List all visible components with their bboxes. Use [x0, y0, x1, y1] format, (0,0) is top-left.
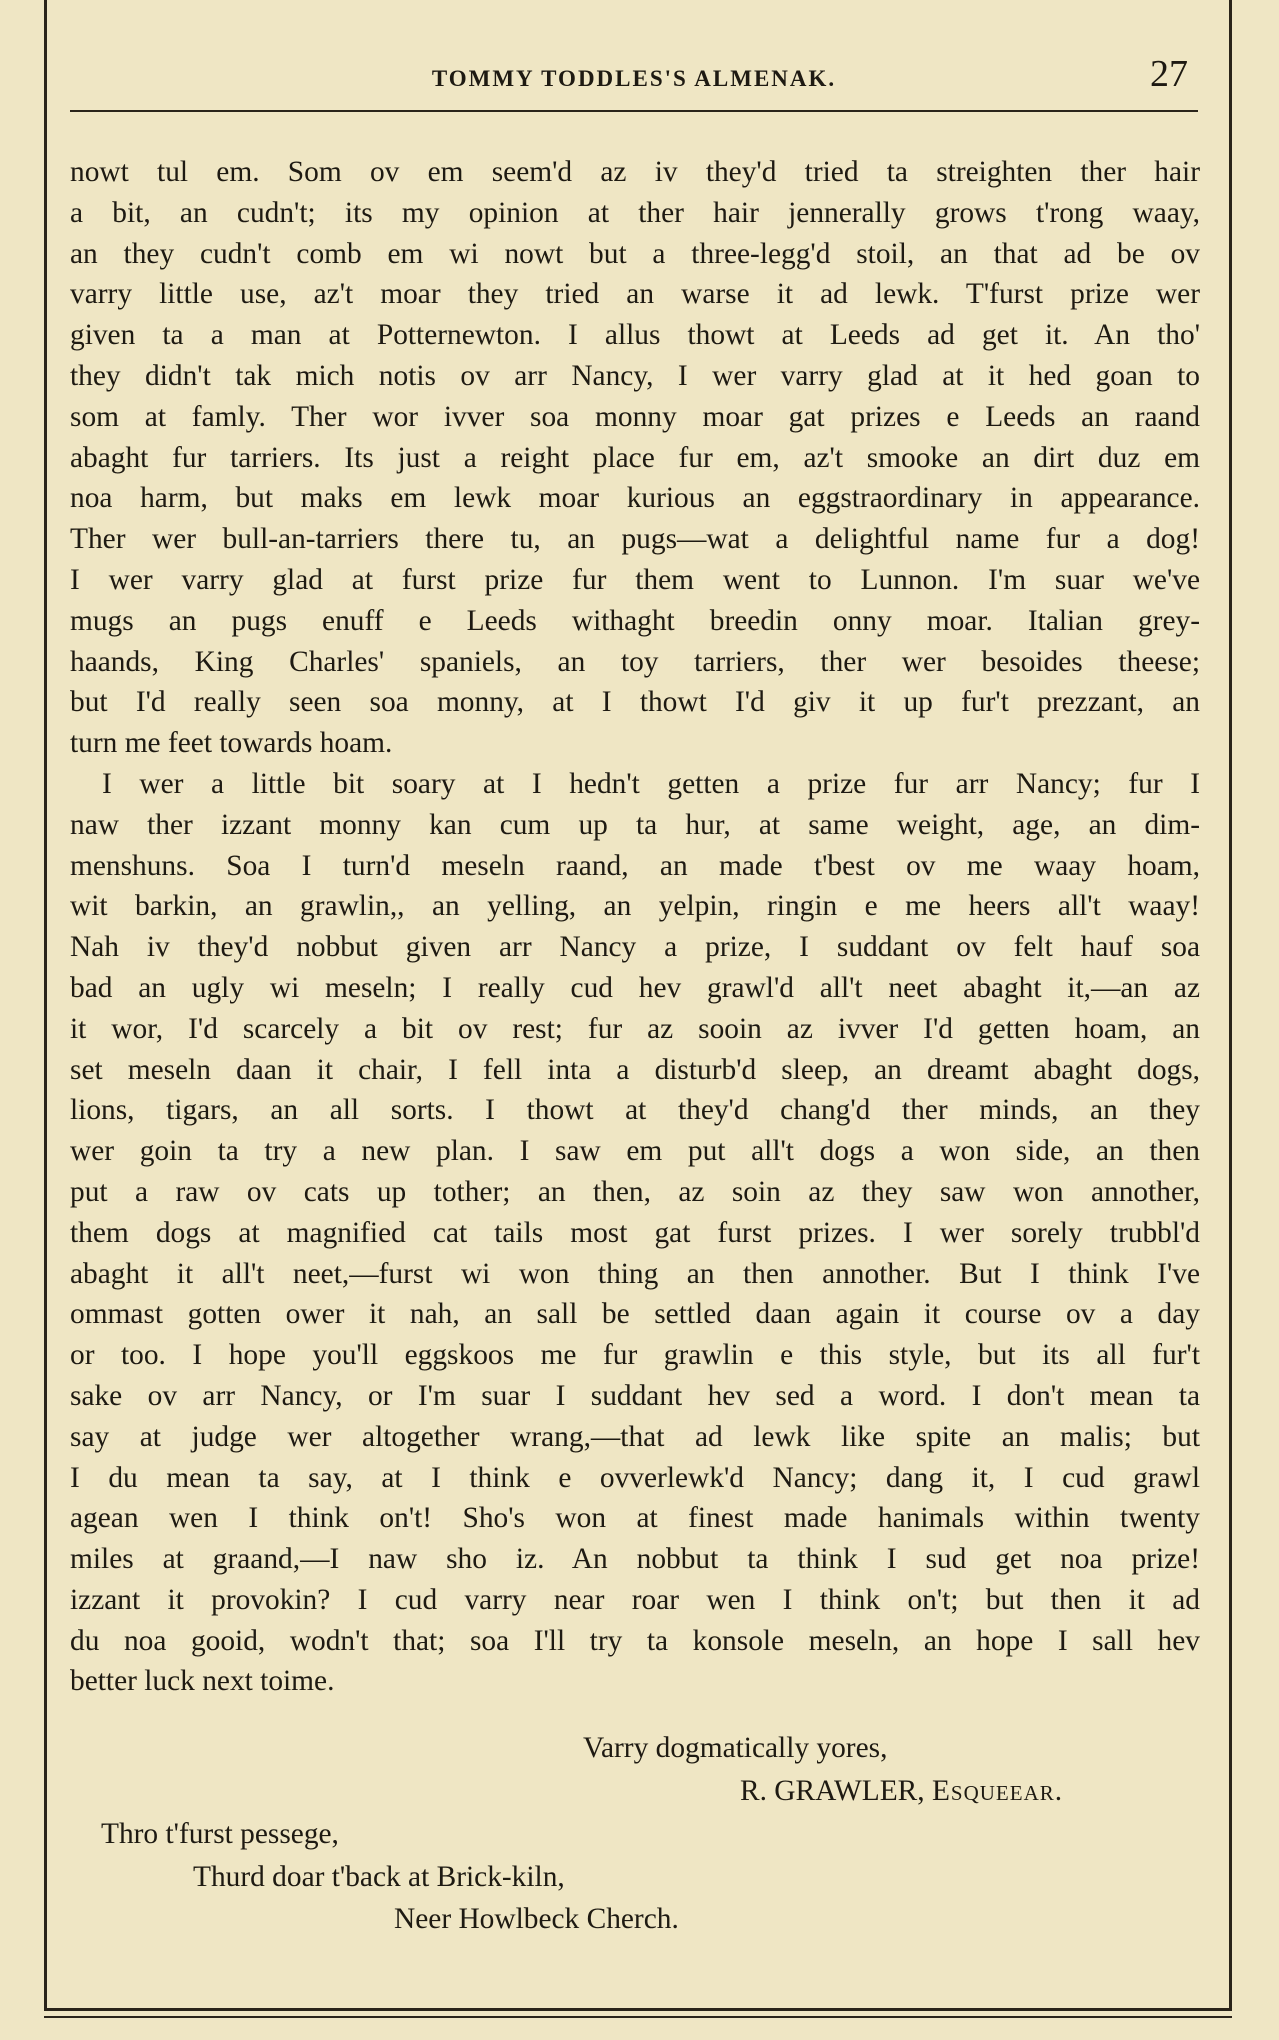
text-line: say at judge wer altogether wrang,—that ad lewk like spite an malis; but	[70, 1420, 1200, 1453]
bottom-rule	[44, 2008, 1232, 2011]
text-line: sake ov arr Nancy, or I'm suar I suddant hev sed a word. I don't mean ta	[70, 1379, 1200, 1412]
text-line: nowt tul em. Som ov em seem'd az iv they'd tried ta streighten ther hair	[70, 156, 1200, 188]
text-line: abaght it all't neet,—furst wi won thing an then annother. But I think I've	[70, 1257, 1200, 1290]
text-line: put a raw ov cats up tother; an then, az soin az they saw won annother,	[70, 1175, 1200, 1208]
text-line: wit barkin, an grawlin,, an yelling, an yelpin, ringin e me heers all't waay!	[70, 890, 1200, 923]
text-line: agean wen I think on't! Sho's won at finest made hanimals within twenty	[70, 1502, 1200, 1535]
page-number: 27	[1150, 53, 1188, 95]
text-line: abaght fur tarriers. Its just a reight place fur em, az't smooke an dirt duz em	[70, 441, 1200, 474]
text-line: set meseln daan it chair, I fell inta a disturb'd sleep, an dreamt abaght dogs,	[70, 1053, 1200, 1086]
text-line: naw ther izzant monny kan cum up ta hur, at same weight, age, an dim-	[70, 808, 1200, 841]
text-line: wer goin ta try a new plan. I saw em put all't dogs a won side, an then	[70, 1135, 1200, 1168]
signature	[740, 1775, 1063, 1808]
text-line: ommast gotten ower it nah, an sall be settled daan again it course ov a day	[70, 1298, 1200, 1331]
text-line: lions, tigars, an all sorts. I thowt at they'd chang'd ther minds, an they	[70, 1094, 1200, 1127]
body-text	[70, 152, 1200, 1702]
text-line: they didn't tak mich notis ov arr Nancy, I wer varry glad at it hed goan to	[70, 359, 1200, 392]
address-line-3: Neer Howlbeck Cherch.	[394, 1903, 679, 1935]
text-line: varry little use, az't moar they tried an warse it ad lewk. T'furst prize wer	[70, 278, 1200, 311]
text-line: izzant it provokin? I cud varry near roar wen I think on't; but then it ad	[70, 1583, 1200, 1616]
text-line: better luck next toime.	[70, 1665, 335, 1698]
text-line: menshuns. Soa I turn'd meseln raand, an made t'best ov me waay hoam,	[70, 849, 1200, 882]
address-line-1: Thro t'furst pessege,	[101, 1818, 339, 1850]
address-line-2: Thurd doar t'back at Brick-kiln,	[193, 1861, 565, 1893]
text-line: miles at graand,—I naw sho iz. An nobbut ta think I sud get noa prize!	[70, 1543, 1200, 1576]
signature-name: R. GRAWLER,	[740, 1775, 925, 1807]
text-line: I wer a little bit soary at I hedn't getten a prize fur arr Nancy; fur I	[102, 767, 1200, 800]
text-line: bad an ugly wi meseln; I really cud hev grawl'd all't neet abaght it,—an az	[70, 971, 1200, 1004]
text-line: it wor, I'd scarcely a bit ov rest; fur az sooin az ivver I'd getten hoam, an	[70, 1012, 1200, 1045]
page-header	[70, 50, 1198, 112]
text-line: mugs an pugs enuff e Leeds withaght breedin onny moar. Italian grey-	[70, 604, 1200, 637]
text-line: Ther wer bull-an-tarriers there tu, an pugs—wat a delightful name fur a dog!	[70, 523, 1200, 556]
text-line: or too. I hope you'll eggskoos me fur grawlin e this style, but its all fur't	[70, 1339, 1200, 1372]
text-line: I wer varry glad at furst prize fur them went to Lunnon. I'm suar we've	[70, 563, 1200, 596]
text-line: I du mean ta say, at I think e ovverlewk'd Nancy; dang it, I cud grawl	[70, 1461, 1200, 1494]
text-line: Nah iv they'd nobbut given arr Nancy a prize, I suddant ov felt hauf soa	[70, 931, 1200, 964]
text-line: them dogs at magnified cat tails most gat furst prizes. I wer sorely trubbl'd	[70, 1216, 1200, 1249]
text-line: haands, King Charles' spaniels, an toy tarriers, ther wer besoides theese;	[70, 645, 1200, 678]
text-line: a bit, an cudn't; its my opinion at ther hair jennerally grows t'rong waay,	[70, 196, 1200, 229]
text-line: turn me feet towards hoam.	[70, 727, 393, 760]
running-title: TOMMY TODDLES'S ALMENAK.	[431, 66, 837, 91]
text-line: som at famly. Ther wor ivver soa monny moar gat prizes e Leeds an raand	[70, 400, 1200, 433]
signature-title: Esqueear.	[931, 1775, 1064, 1807]
text-line: but I'd really seen soa monny, at I thowt I'd giv it up fur't prezzant, an	[70, 686, 1200, 719]
text-line: an they cudn't comb em wi nowt but a three-legg'd stoil, an that ad be ov	[70, 237, 1200, 270]
text-line: given ta a man at Potternewton. I allus thowt at Leeds ad get it. An tho'	[70, 319, 1200, 352]
closing: Varry dogmatically yores,	[583, 1732, 888, 1764]
text-line: du noa gooid, wodn't that; soa I'll try ta konsole meseln, an hope I sall hev	[70, 1624, 1200, 1657]
text-line: noa harm, but maks em lewk moar kurious an eggstraordinary in appearance.	[70, 482, 1200, 515]
bottom-rule-secondary	[44, 2016, 1232, 2018]
